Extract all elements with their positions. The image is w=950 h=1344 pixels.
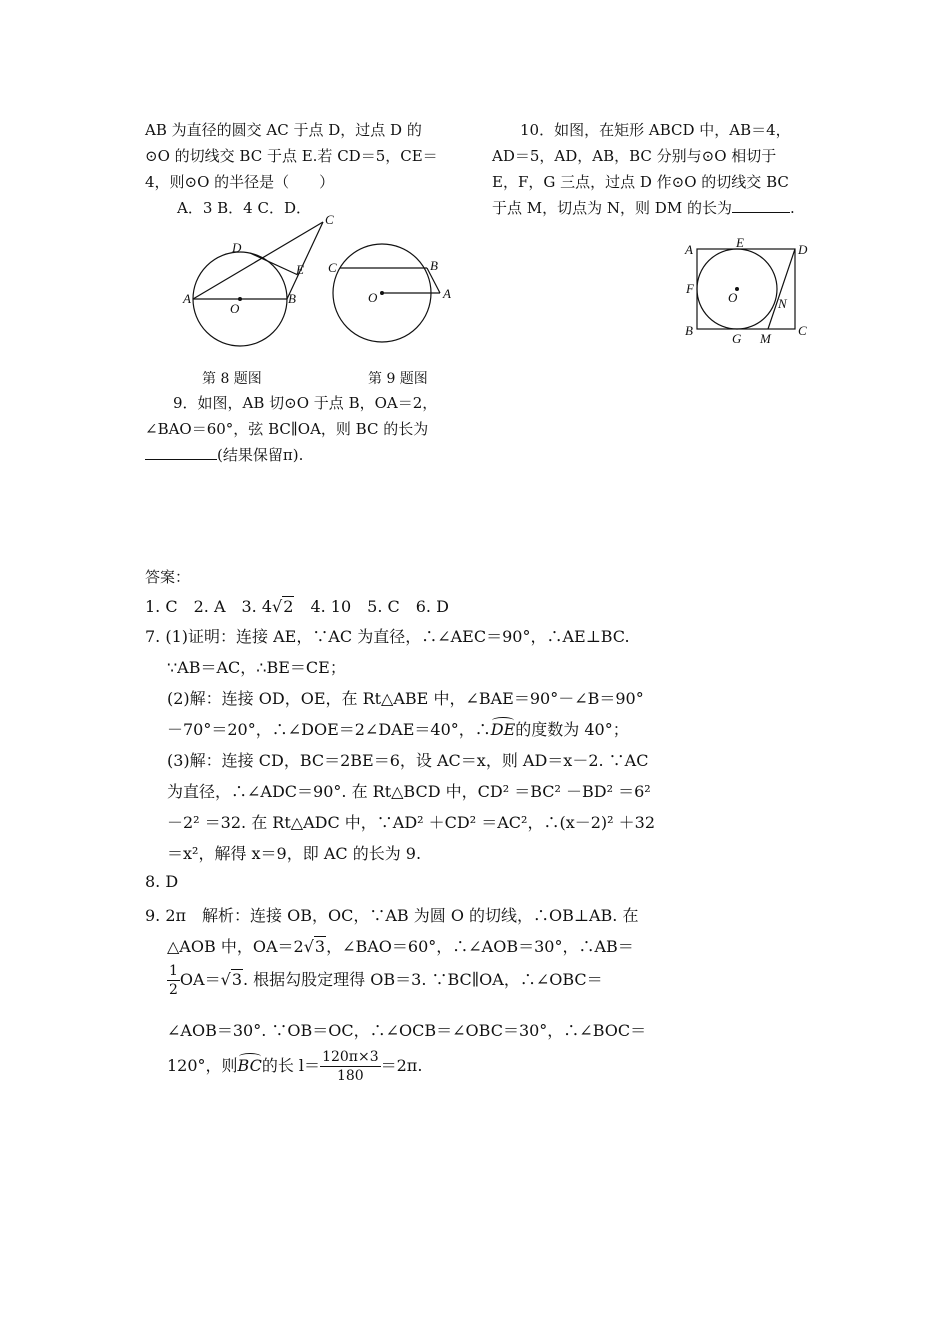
- fig9-label-a: A: [443, 286, 451, 301]
- q8-line-1: AB 为直径的圆交 AC 于点 D，过点 D 的: [145, 121, 422, 139]
- fig10-label-b: B: [685, 323, 693, 338]
- q10-line-3: E，F，G 三点，过点 D 作⊙O 的切线交 BC: [492, 173, 789, 191]
- fig9-center-dot: [380, 291, 384, 295]
- answer-9-line-2: △AOB 中，OA＝2√3，∠BAO＝60°，∴∠AOB＝30°，∴AB＝: [167, 937, 634, 956]
- fig9-label-o: O: [368, 290, 378, 305]
- fig10-label-a: A: [685, 242, 693, 257]
- fig10-label-g: G: [732, 331, 742, 346]
- answers-row-1: 1. C 2. A 3. 4√2 4. 10 5. C 6. D: [145, 597, 449, 616]
- q9-line-2: ∠BAO＝60°，弦 BC∥OA，则 BC 的长为: [145, 420, 429, 438]
- fraction-one-half: $\frac{1}{2}$: [169, 963, 178, 998]
- q9-line-1: 9．如图，AB 切⊙O 于点 B，OA＝2，: [173, 394, 438, 412]
- arc-bc: BC: [237, 1056, 262, 1075]
- fig8-label-c: C: [325, 212, 334, 227]
- q9-line-3: (结果保留π).: [145, 442, 475, 468]
- fig10-label-f: F: [686, 281, 694, 296]
- answer-9-line-1: 9. 2π 解析：连接 OB，OC，∵AB 为圆 O 的切线，∴OB⊥AB. 在: [145, 906, 639, 925]
- fig9-label-b: B: [430, 258, 438, 273]
- q8-line-3: 4，则⊙O 的半径是（ ）: [145, 173, 335, 191]
- q8-options: A．3 B．4 C．D．: [177, 199, 311, 217]
- fig10-label-c: C: [798, 323, 807, 338]
- answer-7-line-2: ∵AB＝AC，∴BE＝CE；: [167, 658, 346, 677]
- answer-7-line-5: (3)解：连接 CD，BC＝2BE＝6，设 AC＝x，则 AD＝x－2. ∵AC: [167, 751, 649, 770]
- fig8-label-o: O: [230, 301, 240, 316]
- answer-8: 8. D: [145, 872, 179, 891]
- answer-9-line-3: $\frac{1}{2}$ OA＝√3. 根据勾股定理得 OB＝3. ∵BC∥OA，∴∠OBC＝: [169, 963, 603, 998]
- figure-10: [680, 236, 815, 351]
- fig10-tangent-dm: [768, 249, 795, 329]
- fig9-caption: 第 9 题图: [368, 371, 428, 387]
- answer-7-line-4: －70°＝20°，∴∠DOE＝2∠DAE＝40°，∴DE的度数为 40°；: [167, 720, 629, 739]
- fig10-label-e: E: [736, 236, 744, 250]
- question-10: [492, 117, 812, 221]
- q9-answer-blank[interactable]: [145, 445, 217, 460]
- q10-answer-blank[interactable]: [732, 198, 790, 213]
- answer-7-line-1: 7. (1)证明：连接 AE，∵AC 为直径，∴∠AEC＝90°，∴AE⊥BC.: [145, 627, 630, 646]
- answer-7-line-6: 为直径，∴∠ADC＝90°. 在 Rt△BCD 中，CD² ＝BC² －BD² ＝6²: [167, 782, 651, 801]
- figure-8: [180, 212, 340, 352]
- fig10-label-d: D: [798, 242, 808, 257]
- fig8-tangent-de: [250, 253, 298, 275]
- fig10-rectangle: [697, 249, 795, 329]
- fig10-label-o: O: [728, 290, 738, 305]
- answer-7-line-7: －2² ＝32. 在 Rt△ADC 中，∵AD² ＋CD² ＝AC²，∴(x－2)² ＋32: [167, 813, 656, 832]
- answers-heading: 答案：: [145, 568, 191, 586]
- answer-9-line-5: 120°，则BC的长 l＝ $\frac{120\pi\times 3}{180}$ ＝2π.: [167, 1049, 423, 1084]
- fig8-label-e: E: [296, 262, 304, 277]
- q10-line-2: AD＝5，AD，AB，BC 分别与⊙O 相切于: [492, 147, 777, 165]
- arc-de: DE: [490, 720, 516, 739]
- fig8-label-a: A: [183, 291, 191, 306]
- q10-line-1: 10．如图，在矩形 ABCD 中，AB＝4，: [520, 121, 791, 139]
- left-column: [145, 117, 475, 221]
- fraction-arc-length: $\frac{120\pi\times 3}{180}$: [322, 1049, 379, 1084]
- question-9: [145, 390, 475, 468]
- q8-line-2: ⊙O 的切线交 BC 于点 E.若 CD＝5，CE＝: [145, 147, 438, 165]
- fig8-label-b: B: [288, 291, 296, 306]
- q10-line-4: 于点 M，切点为 N，则 DM 的长为 .: [492, 199, 795, 217]
- figure-9: [322, 236, 462, 351]
- answer-9-line-4: ∠AOB＝30°. ∵OB＝OC，∴∠OCB＝∠OBC＝30°，∴∠BOC＝: [167, 1021, 647, 1040]
- answer-7-line-8: ＝x²，解得 x＝9，即 AC 的长为 9.: [167, 844, 422, 863]
- fig10-label-m: M: [760, 331, 771, 346]
- answer-7-line-3: (2)解：连接 OD，OE，在 Rt△ABE 中，∠BAE＝90°－∠B＝90°: [167, 689, 644, 708]
- fig8-line-bc: [287, 222, 323, 299]
- fig8-caption: 第 8 题图: [202, 371, 262, 387]
- fig9-label-c: C: [328, 260, 337, 275]
- fig8-label-d: D: [232, 240, 242, 255]
- fig10-label-n: N: [778, 296, 787, 311]
